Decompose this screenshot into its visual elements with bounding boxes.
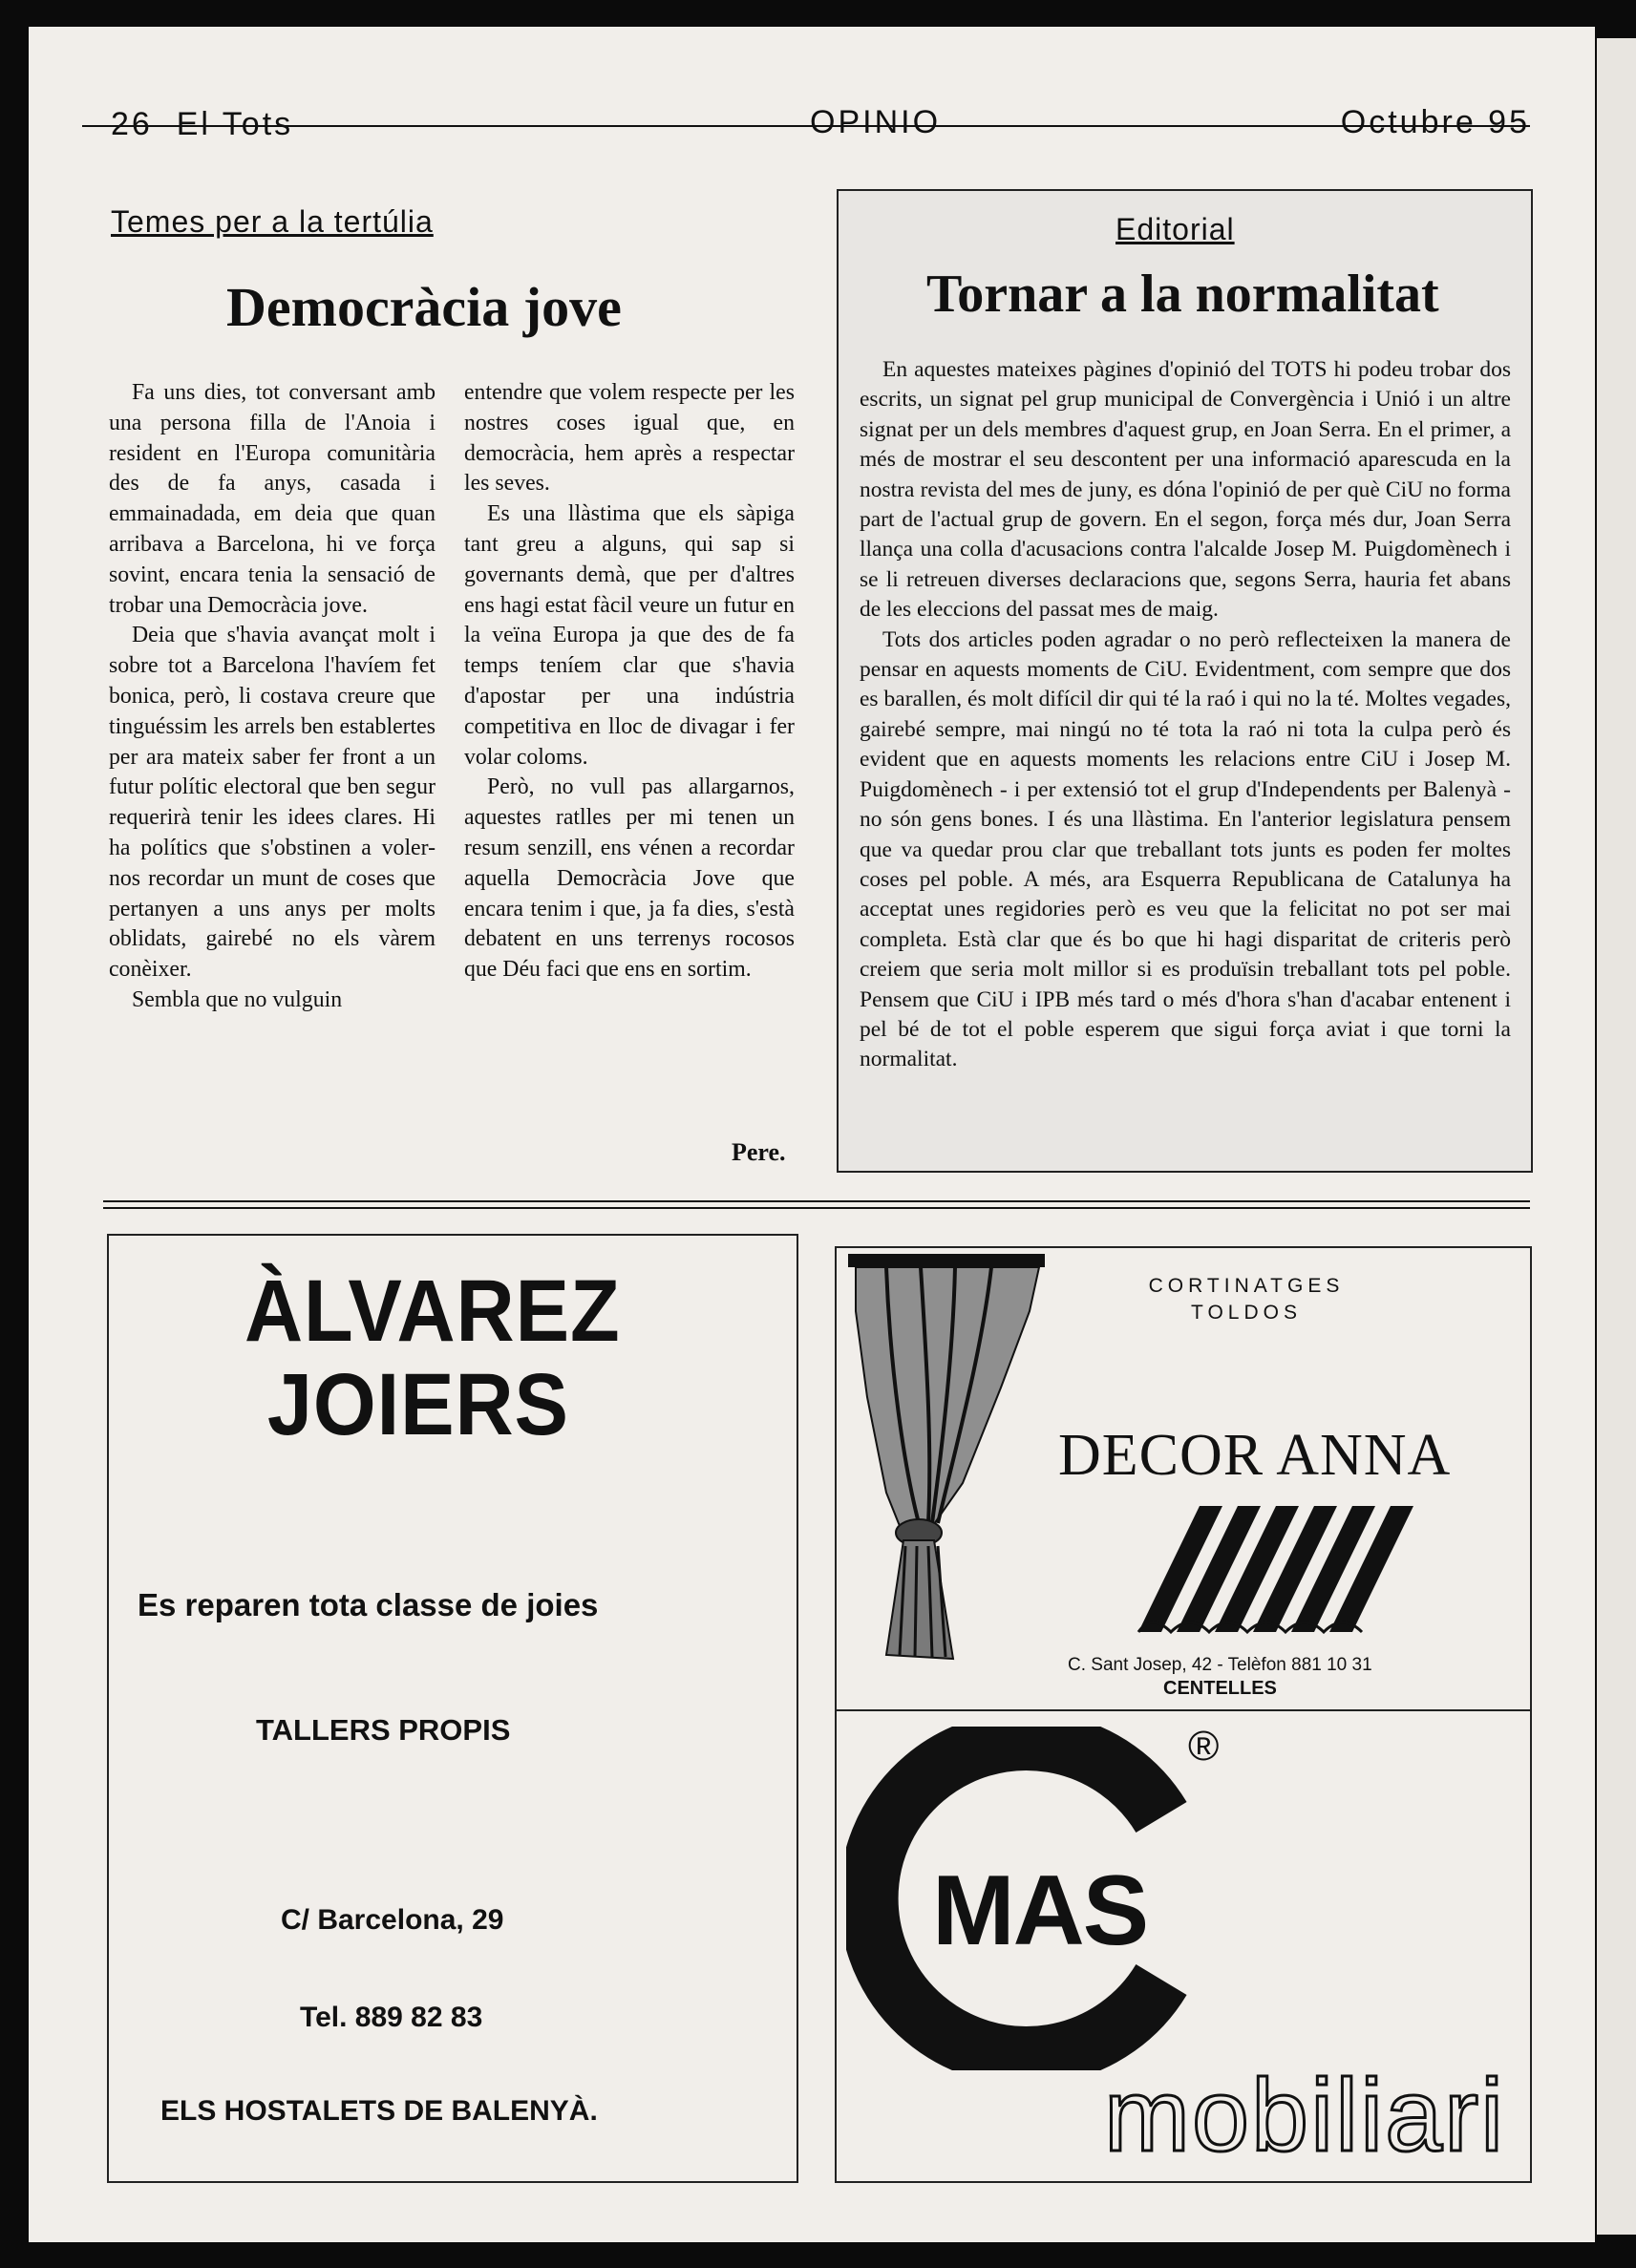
ad-alvarez-name-line1: ÀLVAREZ	[244, 1262, 621, 1360]
ad-mas-mobiliari	[835, 1709, 1532, 2183]
ad-alvarez-joiers	[107, 1234, 798, 2183]
article-title: Democràcia jove	[226, 276, 622, 338]
paragraph: entendre que volem respecte per les nostres coses igual que, en democràcia, hem après a respectar les seves.	[464, 380, 795, 497]
curtain-icon	[848, 1254, 1045, 1666]
separator-rule	[103, 1200, 1530, 1202]
ad-alvarez-address: C/ Barcelona, 29	[281, 1904, 504, 1936]
separator-rule	[103, 1207, 1530, 1209]
issue-date: Octubre 95	[1340, 104, 1530, 140]
paragraph: Fa uns dies, tot conversant amb una persona filla de l'Anoia i resident en l'Europa comunitària des de fa anys, casada i emmainadada, em deia que quan arribava a Barcelona, hi ve força sovint, encara tenia la sensació de trobar una Democràcia jove.	[109, 380, 436, 618]
article-kicker: Temes per a la tertúlia	[111, 204, 434, 239]
next-page-edge	[1597, 38, 1636, 2235]
ad-decor-anna	[835, 1246, 1532, 1711]
ad-decor-name: DECOR ANNA	[1058, 1423, 1452, 1488]
ad-decor-services	[1146, 1273, 1347, 1326]
paragraph: Deia que s'havia avançat molt i sobre tot a Barcelona l'havíem fet bonica, però, li costava creure que tinguéssim les arrels ben establertes per ara mateix saber fer front a un futur polític electoral que ben segur requerirà tenir les idees clares. Hi ha polítics que s'obstinen a voler-nos recordar un munt de coses que pertanyen a uns anys per molts oblidats, gairebé no els vàrem conèixer.	[109, 623, 436, 983]
awning-stripes-icon	[1133, 1498, 1419, 1642]
ad-mas-name: mobiliari	[1104, 2057, 1506, 2173]
ad-alvarez-name	[244, 1264, 621, 1452]
editorial-text	[860, 355, 1511, 1075]
registered-mark: ®	[1188, 1723, 1220, 1770]
ad-decor-town: CENTELLES	[1163, 1678, 1277, 1699]
ad-mas-logo-text: MAS	[932, 1855, 1148, 1966]
section-name: OPINIO	[810, 104, 942, 140]
page-header	[82, 79, 1530, 142]
article-column-1	[109, 378, 436, 1016]
ad-decor-address: C. Sant Josep, 42 - Telèfon 881 10 31	[1068, 1655, 1372, 1675]
editorial-box	[837, 189, 1533, 1173]
editorial-kicker: Editorial	[1115, 212, 1235, 246]
ad-alvarez-name-line2: JOIERS	[266, 1356, 569, 1453]
header-page-and-title	[111, 106, 293, 143]
page-number: 26	[111, 106, 153, 142]
ad-decor-services-line2: TOLDOS	[1191, 1302, 1302, 1324]
paragraph: Però, no vull pas allargarnos, aquestes ratlles per mi tenen un resum senzill, ens vénen a recordar aquella Democràcia Jove que encara tenim i que, ja fa dies, s'està debatent en uns terrenys rocosos que Déu faci que ens en sortim.	[464, 774, 795, 983]
ad-alvarez-phone: Tel. 889 82 83	[300, 2002, 483, 2033]
paragraph: Tots dos articles poden agradar o no però reflecteixen la manera de pensar en aquests moments de CiU. Evidentment, com sempre que dos es barallen, és molt difícil dir qui té la raó i qui no la té. Moltes vegades, gairebé sempre, mai ningú no té tota la raó ni tota la culpa però és evident que en aquests moments les relacions entre CiU i Josep M. Puigdomènech - i per extensió tot el grup d'Independents per Balenyà - no són gens bones. I és una llàstima. En l'anterior legislatura pensem que va quedar prou clar que treballant tots junts es poden fer moltes coses pel poble. A més, ara Esquerra Republicana de Catalunya ha acceptat unes regidories però es veu que la felicitat no pot ser mai completa. Està clar que és bo que hi hagi disparitat de criteris però creiem que seria molt millor si es produïsin treballant tots pel poble. Pensem que CiU i IPB més tard o més d'hora s'han d'acabar entenent i pel bé de tot el poble esperem que sigui força aviat i que torni la normalitat.	[860, 626, 1511, 1072]
ad-alvarez-tagline: Es reparen tota classe de joies	[138, 1587, 599, 1622]
ad-decor-services-line1: CORTINATGES	[1148, 1275, 1345, 1297]
ad-alvarez-town: ELS HOSTALETS DE BALENYÀ.	[160, 2095, 598, 2127]
editorial-title: Tornar a la normalitat	[926, 265, 1439, 324]
ad-alvarez-workshop: TALLERS PROPIS	[256, 1713, 511, 1747]
paragraph: En aquestes mateixes pàgines d'opinió del TOTS hi podeu trobar dos escrits, un signat pel grup municipal de Convergència i Unió i un altre signat per un dels membres d'aquest grup, en Joan Serra. En el primer, a més de mostrar el seu descontent per una informació aparescuda en la nostra revista del mes de juny, es dóna l'opinió de per què CiU no forma part de l'actual grup de govern. En el segon, força més dur, Joan Serra llança una colla d'acusacions contra l'alcalde Josep M. Puigdomènech i se li retreuen diverses declaracions que, segons Serra, hauria fet abans de les eleccions del passat mes de maig.	[860, 357, 1511, 623]
article-column-2	[464, 378, 795, 986]
article-signature: Pere.	[732, 1138, 786, 1166]
paragraph: Sembla que no vulguin	[132, 986, 343, 1012]
publication-name: El Tots	[176, 106, 294, 142]
paragraph: Es una llàstima que els sàpiga tant greu a alguns, qui sap si governants demà, que per d'altres ens hagi estat fàcil veure un futur en la veïna Europa ja que des de fa temps teníem clar que s'havia d'apostar per una indústria competitiva en lloc de divagar i fer volar coloms.	[464, 501, 795, 770]
